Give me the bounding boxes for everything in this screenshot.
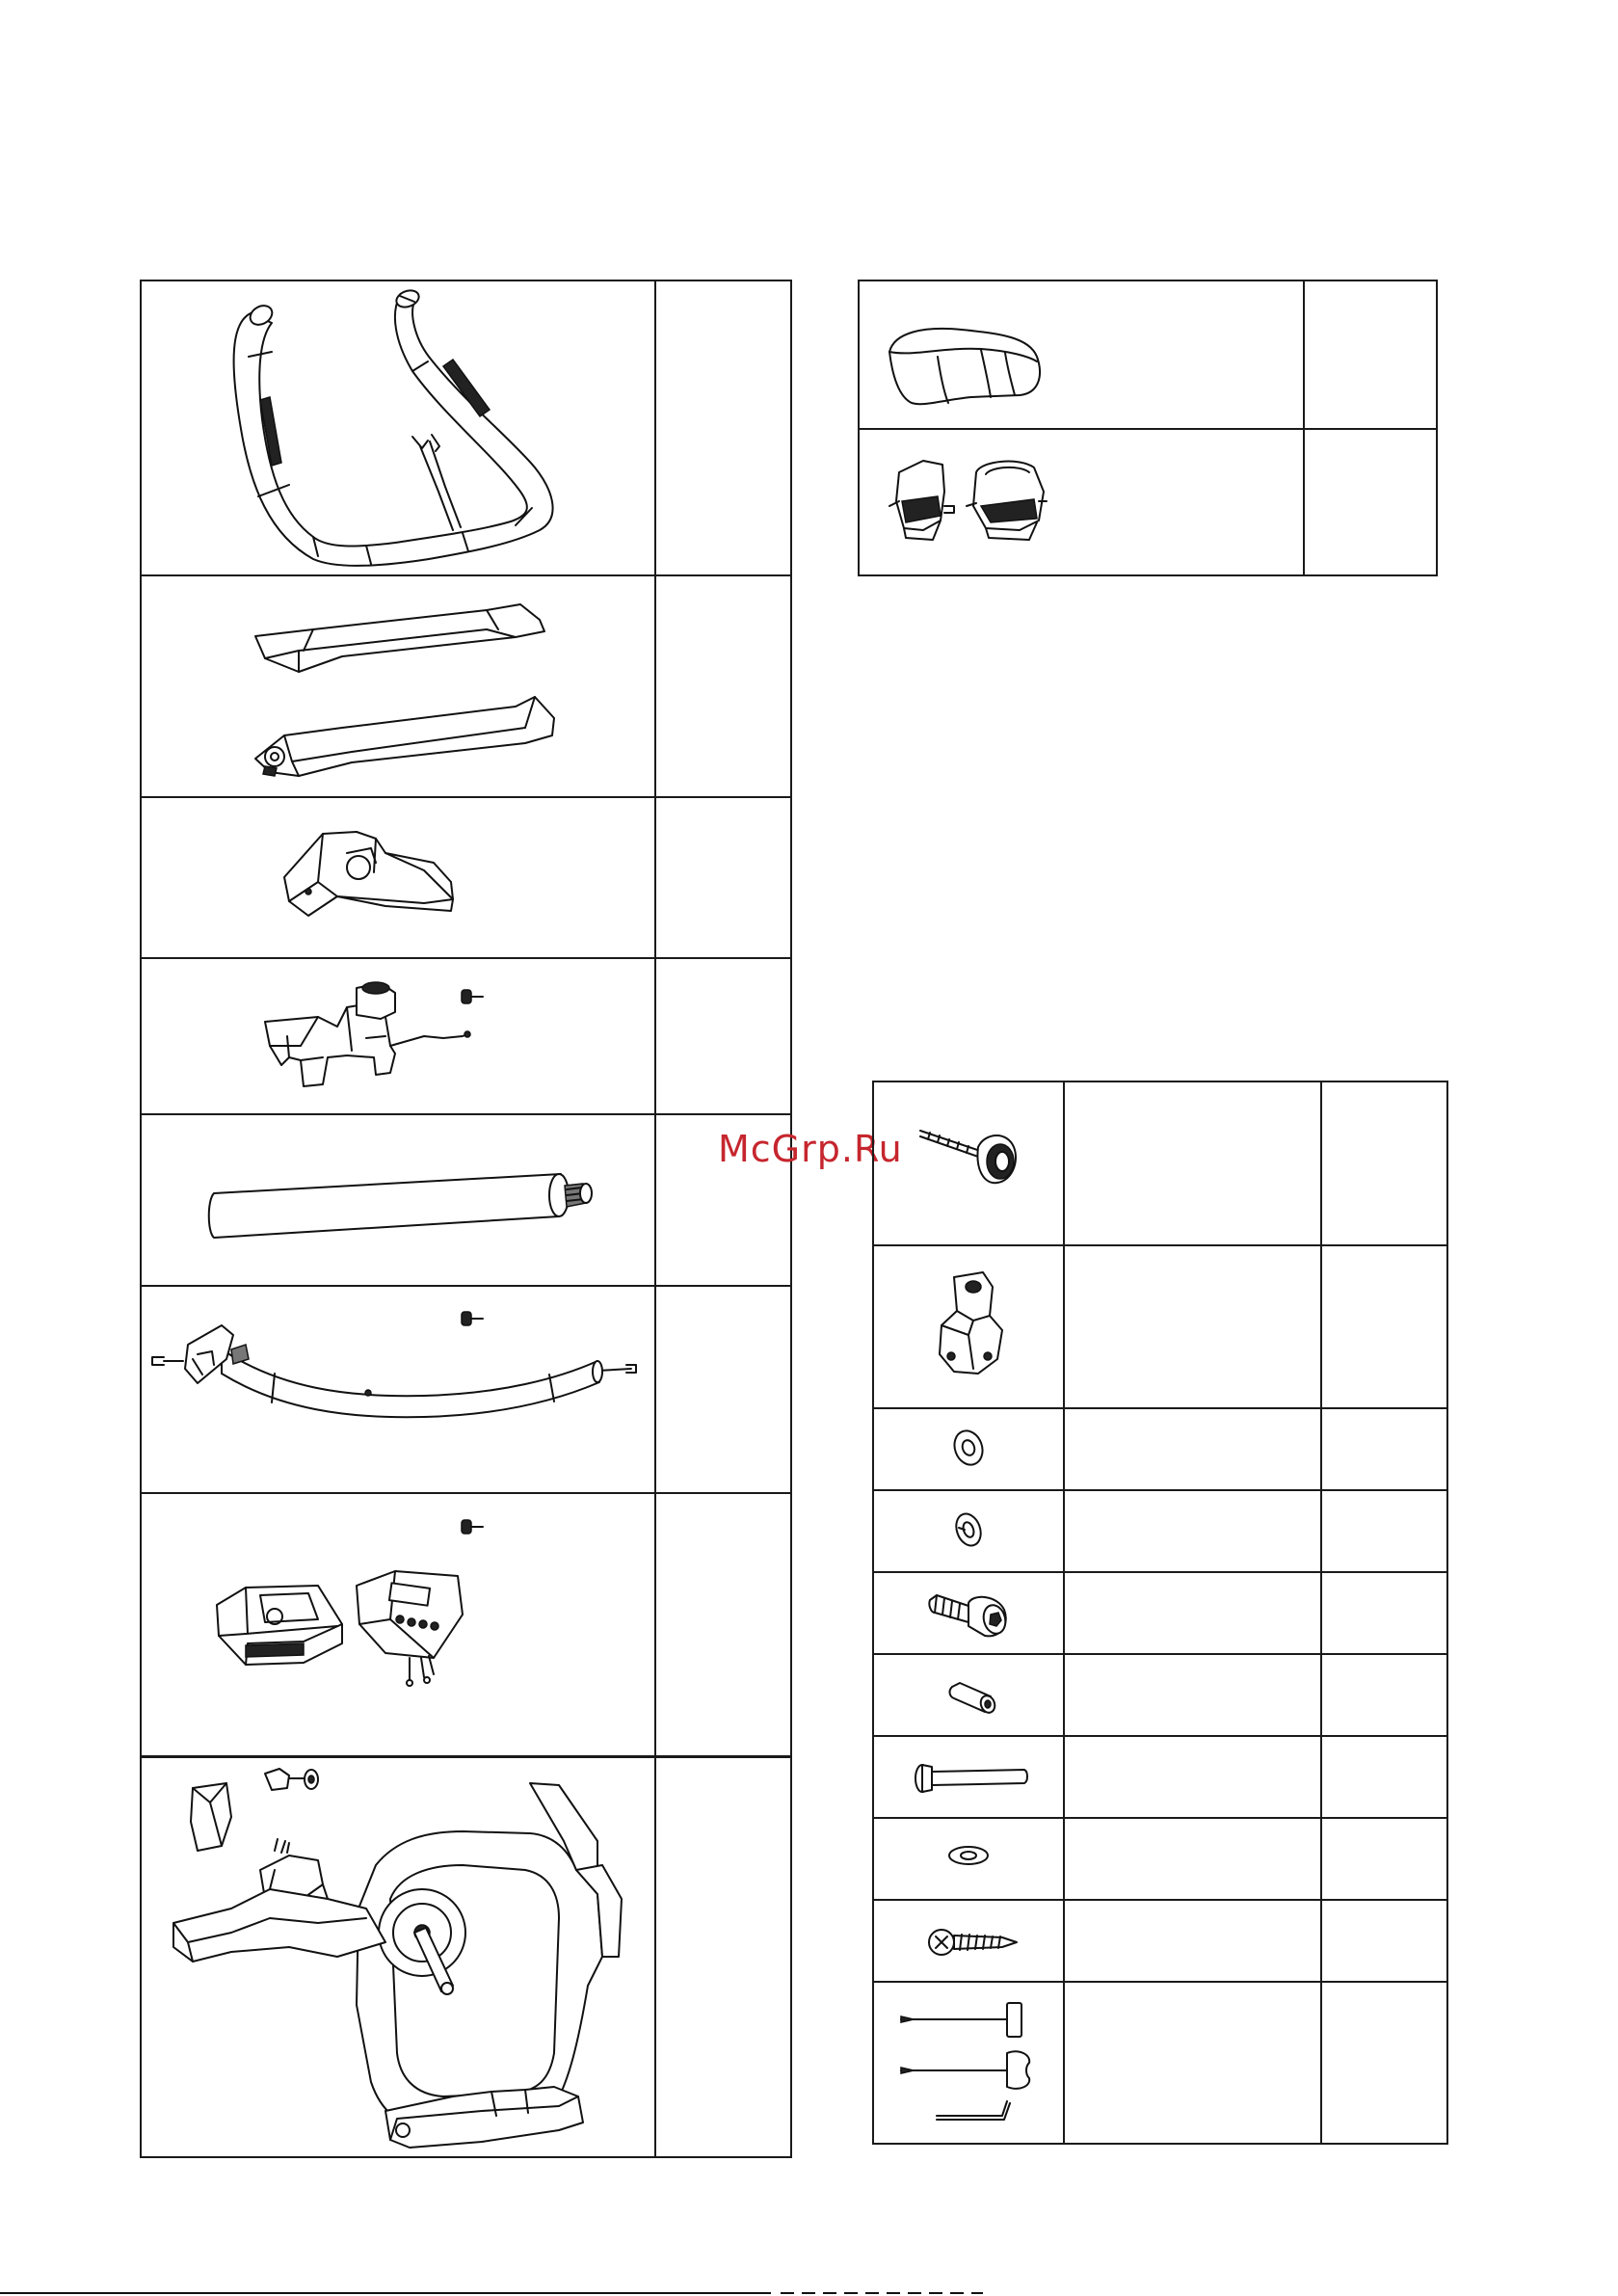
- small-bolt-icon: [458, 987, 487, 1006]
- qty-cell: [1322, 1983, 1446, 2143]
- pedals-icon: [885, 453, 1053, 549]
- console-computer-icon: [207, 1566, 496, 1706]
- split-washer-icon: [949, 1508, 988, 1552]
- small-bolt-icon: [458, 1517, 487, 1536]
- seat-post-tube-icon: [202, 1157, 607, 1243]
- spacer-sleeve-icon: [944, 1675, 1002, 1719]
- qty-cell: [656, 1494, 790, 1753]
- stabilizer-feet-icon: [246, 583, 564, 776]
- seat-slider-icon: [279, 824, 472, 940]
- qty-cell: [1305, 281, 1436, 426]
- curved-frame-tube-icon: [145, 1301, 646, 1446]
- qty-cell: [1322, 1082, 1446, 1244]
- description-cell: [1065, 1246, 1320, 1407]
- qty-cell: [1305, 430, 1436, 574]
- description-cell: [1065, 1082, 1320, 1244]
- qty-cell: [656, 1287, 790, 1490]
- small-bolt-icon: [458, 1309, 487, 1328]
- main-frame-icon: [173, 1764, 655, 2149]
- qty-cell: [656, 959, 790, 1111]
- qty-cell: [656, 1758, 790, 2156]
- bracket-clip-icon: [930, 1268, 1007, 1383]
- flat-washer-icon: [949, 1427, 988, 1470]
- description-cell: [1065, 1983, 1320, 2143]
- qty-cell: [656, 576, 790, 794]
- footer-rule: [0, 2287, 1618, 2296]
- long-bolt-icon: [911, 1754, 1031, 1802]
- watermark-text: McGrp.Ru: [718, 1128, 903, 1170]
- thin-washer-icon: [942, 1839, 995, 1873]
- self-tapping-screw-icon: [925, 1918, 1021, 1966]
- qty-cell: [1322, 1246, 1446, 1407]
- tools-icon: [896, 1995, 1070, 2130]
- qty-cell: [656, 798, 790, 955]
- seat-post-bracket-icon: [260, 978, 530, 1104]
- knob-bolt-icon: [915, 1123, 1021, 1190]
- saddle-icon: [885, 318, 1044, 410]
- qty-cell: [656, 281, 790, 573]
- hex-socket-bolt-icon: [925, 1586, 1012, 1643]
- handlebar-icon: [222, 284, 569, 574]
